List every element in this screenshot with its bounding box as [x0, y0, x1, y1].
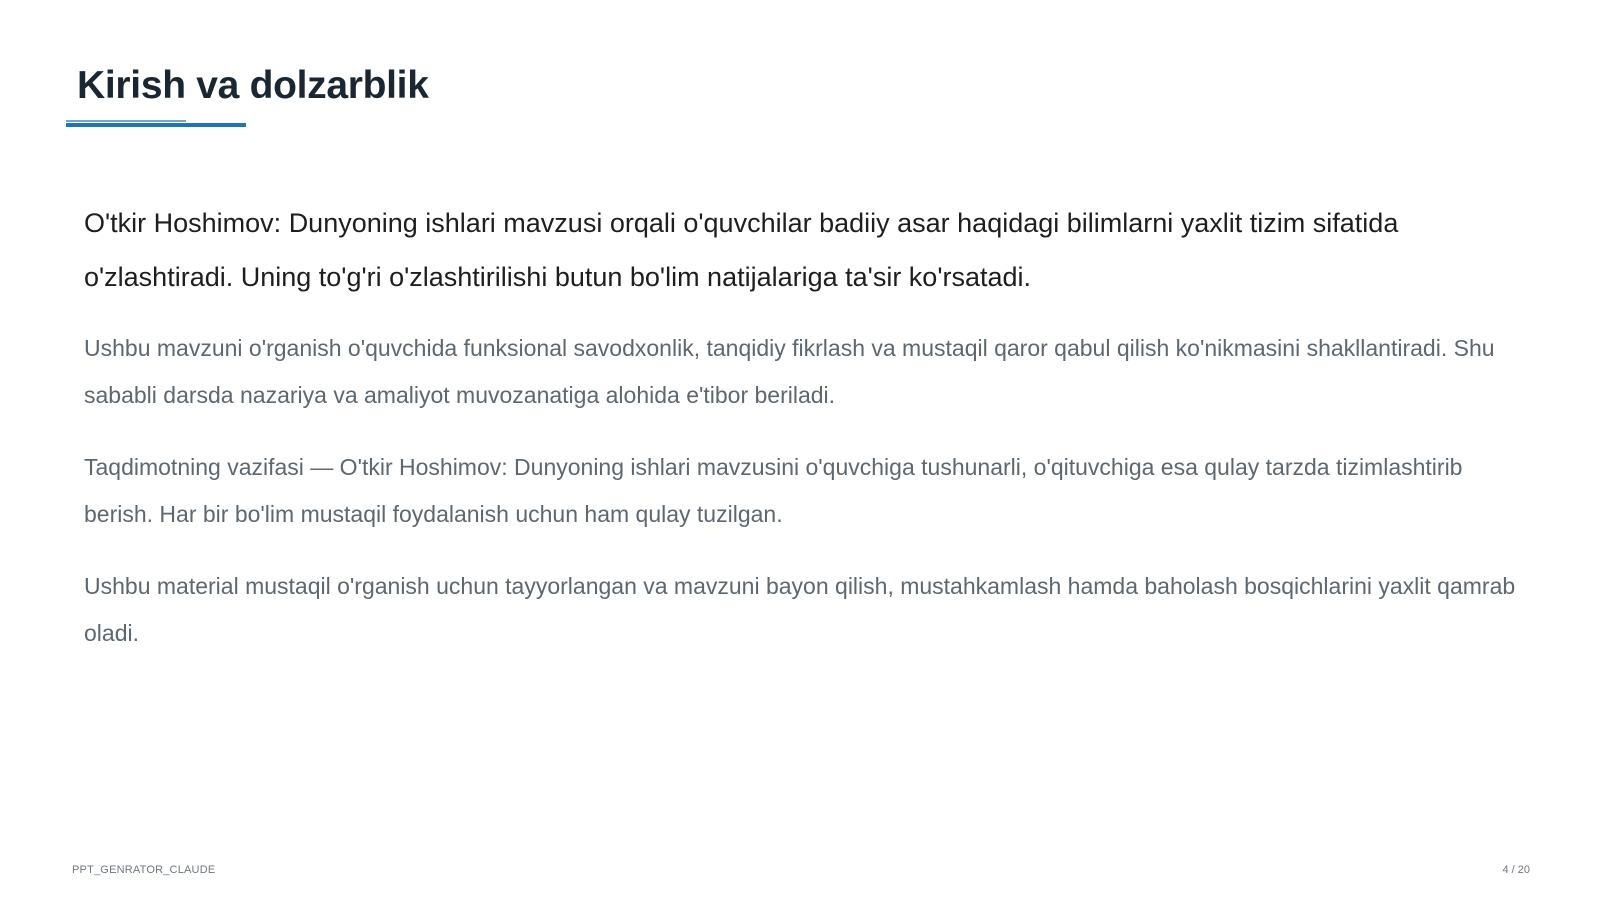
title-underline-accent [66, 120, 186, 122]
lead-paragraph: O'tkir Hoshimov: Dunyoning ishlari mavzusi orqali o'quvchilar badiiy asar haqidagi bilimlarni yaxlit tizim sifatida o'zlashtiradi. Uning to'g'ri o'zlashtirilishi butun bo'lim natijalariga ta'sir ko'rsatadi. [84, 208, 1399, 292]
footer-brand: PPT_GENRATOR_CLAUDE [72, 864, 216, 876]
body-paragraph: Taqdimotning vazifasi — O'tkir Hoshimov: Dunyoning ishlari mavzusini o'quvchiga tushunarli, o'qituvchiga esa qulay tarzda tizimlashtirib berish. Har bir bo'lim mustaqil foydalanish uchun ham qulay tuzilgan. [84, 454, 1463, 527]
slide-title: Kirish va dolzarblik [77, 64, 429, 107]
body-paragraph: Ushbu mavzuni o'rganish o'quvchida funksional savodxonlik, tanqidiy fikrlash va mustaqil qaror qabul qilish ko'nikmasini shakllantiradi. Shu sababli darsda nazariya va amaliyot muvozanatiga alohida e'tibor beriladi. [84, 335, 1495, 408]
title-underline [66, 123, 246, 127]
body-paragraph: Ushbu material mustaqil o'rganish uchun tayyorlangan va mavzuni bayon qilish, mustahkamlash hamda baholash bosqichlarini yaxlit qamrab oladi. [84, 573, 1516, 646]
page-number: 4 / 20 [1502, 864, 1530, 876]
slide-content [84, 196, 1524, 657]
